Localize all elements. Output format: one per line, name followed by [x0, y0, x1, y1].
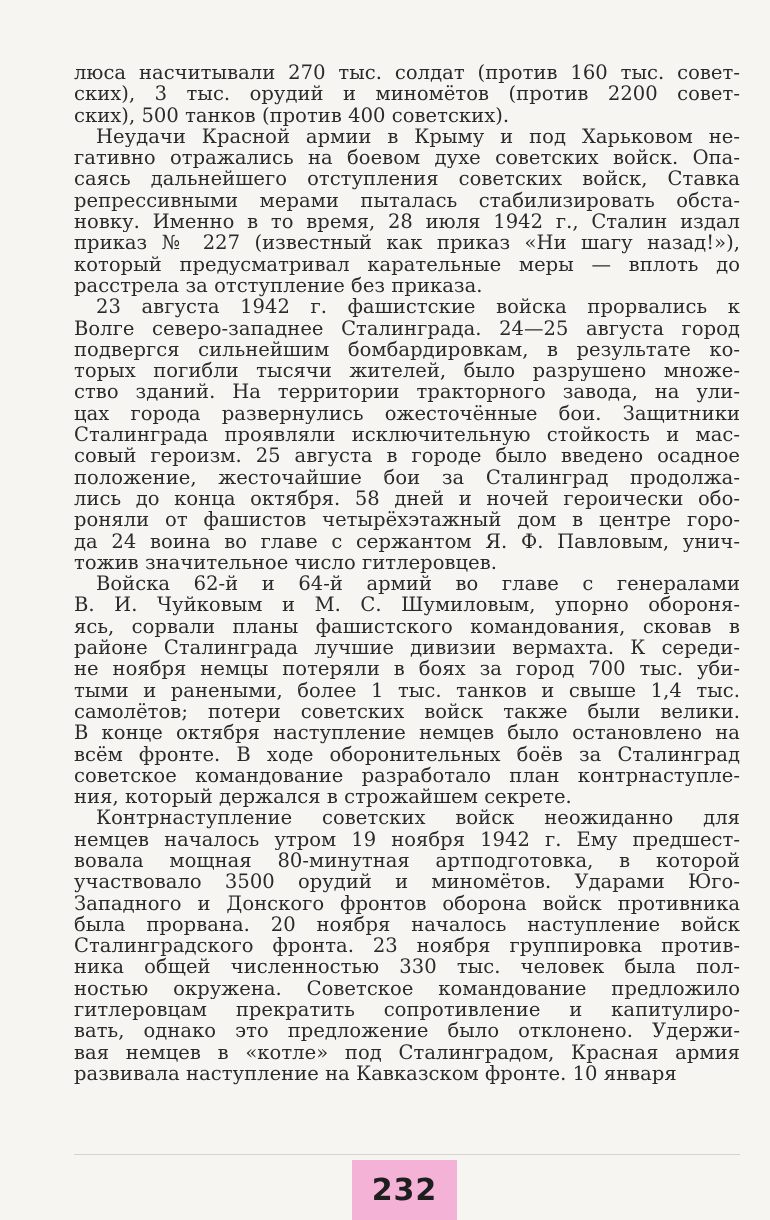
text-line: ясь, сорвали планы фашистского командования, сковав в [74, 615, 740, 638]
paragraph [74, 126, 740, 296]
footer-divider [74, 1154, 740, 1155]
text-line: который предусматривал карательные меры — вплоть до [74, 253, 740, 275]
text-line: репрессивными мерами пыталась стабилизировать обста- [74, 189, 740, 212]
text-line: положение, жесточайшие бои за Сталинград продолжа- [74, 466, 740, 488]
text-line: была прорвана. 20 ноября началось наступление войск [74, 913, 740, 936]
text-line: гативно отражались на боевом духе советских войск. Опа- [74, 147, 740, 169]
text-line: советское командование разработало план контрнаступле- [74, 764, 740, 787]
body-text [74, 62, 740, 1084]
text-line: Сталинграда проявляли исключительную стойкость и мас- [74, 424, 740, 446]
text-line: вовала мощная 80-минутная артподготовка, в которой [74, 849, 740, 872]
text-line: Войска 62-й и 64-й армий во главе с генералами [96, 573, 740, 595]
text-line: Западного и Донского фронтов оборона войск противника [74, 892, 740, 914]
text-line: 23 августа 1942 г. фашистские войска прорвались к [96, 296, 740, 318]
text-line: подвергся сильнейшим бомбардировкам, в результате ко- [74, 338, 740, 361]
page-number-badge [352, 1160, 457, 1220]
text-line: лись до конца октября. 58 дней и ночей героически обо- [74, 487, 740, 510]
text-line: торых погибли тысячи жителей, было разрушено множе- [74, 360, 740, 382]
text-line: расстрела за отступление без приказа. [74, 273, 483, 297]
text-line: вая немцев в «котле» под Сталинградом, Красная армия [74, 1041, 740, 1063]
text-line: ство зданий. На территории тракторного завода, на ули- [74, 381, 740, 403]
text-line: ника общей численностью 330 тыс. человек была пол- [74, 956, 740, 978]
text-line: районе Сталинграда лучшие дивизии вермахта. К середи- [74, 637, 740, 659]
text-line: ния, который держался в строжайшем секрете. [74, 785, 572, 809]
paragraph [74, 296, 740, 573]
text-line: немцев началось утром 19 ноября 1942 г. Ему предшест- [74, 828, 740, 850]
text-line: приказ № 227 (известный как приказ «Ни шагу назад!»), [74, 232, 740, 254]
text-line: участвовало 3500 орудий и миномётов. Ударами Юго- [74, 871, 740, 893]
text-line: цах города развернулись ожесточённые бои. Защитники [74, 402, 740, 425]
text-line: ских), 3 тыс. орудий и миномётов (против 2200 совет- [74, 83, 740, 105]
text-line: Сталинградского фронта. 23 ноября группировка против- [74, 935, 740, 957]
text-line: тыми и ранеными, более 1 тыс. танков и свыше 1,4 тыс. [74, 679, 740, 701]
text-line: В конце октября наступление немцев было остановлено на [74, 722, 740, 744]
text-line: Волге северо-западнее Сталинграда. 24—25 августа город [74, 317, 740, 339]
page-number: 232 [371, 1173, 438, 1208]
text-line: вать, однако это предложение было отклонено. Удержи- [74, 1020, 740, 1042]
text-line: всём фронте. В ходе оборонительных боёв за Сталинград [74, 743, 740, 765]
paragraph [74, 62, 740, 126]
text-line: люса насчитывали 270 тыс. солдат (против 160 тыс. совет- [74, 62, 740, 84]
paragraph [74, 573, 740, 807]
text-line: тожив значительное число гитлеровцев. [74, 550, 497, 574]
text-line: совый героизм. 25 августа в городе было введено осадное [74, 445, 740, 467]
text-line: саясь дальнейшего отступления советских войск, Ставка [74, 168, 740, 190]
text-line: да 24 воина во главе с сержантом Я. Ф. Павловым, унич- [74, 530, 740, 552]
text-line: роняли от фашистов четырёхэтажный дом в центре горо- [74, 509, 740, 531]
text-line: В. И. Чуйковым и М. С. Шумиловым, упорно обороня- [74, 594, 740, 616]
text-line: новку. Именно в то время, 28 июля 1942 г., Сталин издал [74, 211, 740, 233]
text-line: ских), 500 танков (против 400 советских). [74, 103, 510, 127]
text-line: не ноября немцы потеряли в боях за город 700 тыс. уби- [74, 658, 740, 680]
paragraph [74, 807, 740, 1084]
text-line: развивала наступление на Кавказском фронте. 10 января [74, 1061, 677, 1085]
text-line: самолётов; потери советских войск также были велики. [74, 700, 740, 723]
text-line: гитлеровцам прекратить сопротивление и капитулиро- [74, 999, 740, 1021]
text-line: ностью окружена. Советское командование предложило [74, 977, 740, 1000]
text-line: Неудачи Красной армии в Крыму и под Харьковом не- [96, 125, 740, 148]
text-line: Контрнаступление советских войск неожиданно для [96, 807, 740, 829]
